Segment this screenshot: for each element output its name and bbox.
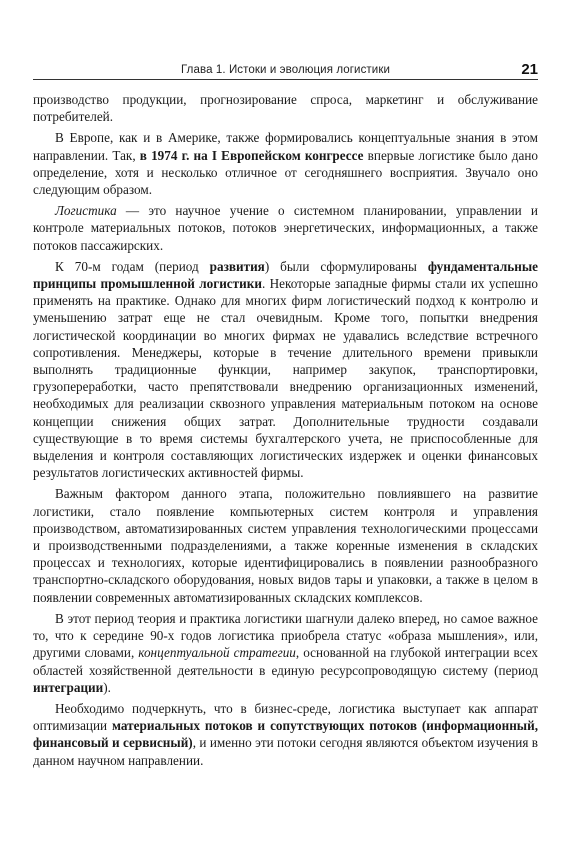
text-run: — это научное учение о системном планировании, управлении и контроле материальных потоков, потоков энергетических, информационных, а также потоков пассажирских. xyxy=(33,203,538,253)
bold-text-run: фундаментальные принципы промышленной логистики xyxy=(33,258,538,292)
paragraph xyxy=(33,610,538,696)
text-run: Необходимо подчеркнуть, что в бизнес-среде, логистика выступает как аппарат оптимизации xyxy=(33,700,538,734)
paragraph xyxy=(33,485,538,605)
italic-text-run: Логистика xyxy=(55,203,117,219)
text-run: , и именно эти потоки сегодня являются объектом изучения в данном научном направлении. xyxy=(33,735,539,768)
text-run: , основанной на глубокой интеграции всех областей хозяйственной деятельности в единую ресурсопроводящую систему (период xyxy=(33,645,538,678)
italic-text-run: концептуальной стратегии xyxy=(138,645,296,661)
chapter-title: Глава 1. Истоки и эволюция логистики xyxy=(181,64,390,76)
page-number: 21 xyxy=(521,61,538,78)
text-run: ). xyxy=(103,679,111,695)
text-run: производство продукции, прогнозирование спроса, маркетинг и обслуживание потребителей. xyxy=(33,92,538,125)
paragraph xyxy=(33,91,538,125)
body-text xyxy=(33,91,538,773)
running-header xyxy=(33,58,538,82)
paragraph xyxy=(33,202,538,254)
text-run: . Некоторые западные фирмы стали их успешно применять на практике. Однако для многих фирм логистический подход к контролю и уменьшению затрат еще не стал очевидным. Кроме того, попытки внедрения логистической координации во многих фирмах не удавались вследствие встречного сопротивления. Менеджеры, которые в течение длительного времени привыкли выполнять традиционные функции, например закупок, транспортировки, грузопереработки, часто препятствовали внедрению организационных изменений, необходимых для реализации сквозного управления материальным потоком на основе концепции снижения общих затрат. Дополнительные трудности создавали существующие в то время системы бухгалтерского учета, не приспособленные для выделения и контроля составляющих логистических издержек и оценки финансовых результатов логистических активностей фирмы. xyxy=(33,276,538,481)
text-run: Важным фактором данного этапа, положительно повлиявшего на развитие логистики, стало появление компьютерных систем контроля и управления производством, автоматизированных систем управления технологическими процессами и производственными подразделениями, а также коренные изменения в складских процессах и технологиях, которые идентифицировались в появлении разнообразного транспортно-складского оборудования, новых видов тары и упаковки, а также в целом в появлении современных автоматизированных складских комплексов. xyxy=(33,486,538,605)
paragraph xyxy=(33,700,538,769)
paragraph xyxy=(33,258,538,482)
text-run: ) были сформулированы xyxy=(264,258,428,274)
bold-text-run: интеграции xyxy=(33,679,104,695)
text-run: В этот период теория и практика логистики шагнули далеко вперед, но самое важное то, что к середине 90-х годов логистика приобрела статус «образа мышления», или, другими словами, xyxy=(33,610,538,661)
text-run: В Европе, как и в Америке, также формировались концептуальные знания в этом направлении. Так, xyxy=(33,130,538,163)
bold-text-run: в 1974 г. на I Европейском конгрессе xyxy=(139,147,364,163)
bold-text-run: материальных потоков и сопутствующих потоков (информационный, финансовый и сервисный) xyxy=(33,718,538,751)
bold-text-run: развития xyxy=(209,258,265,274)
header-rule xyxy=(33,79,538,80)
text-run: впервые логистике было дано определение, хотя и несколько отличное от сегодняшнего восприятия. Звучало оно следующим образом. xyxy=(33,147,539,198)
text-run: К 70-м годам (период xyxy=(55,258,210,274)
paragraph xyxy=(33,129,538,198)
